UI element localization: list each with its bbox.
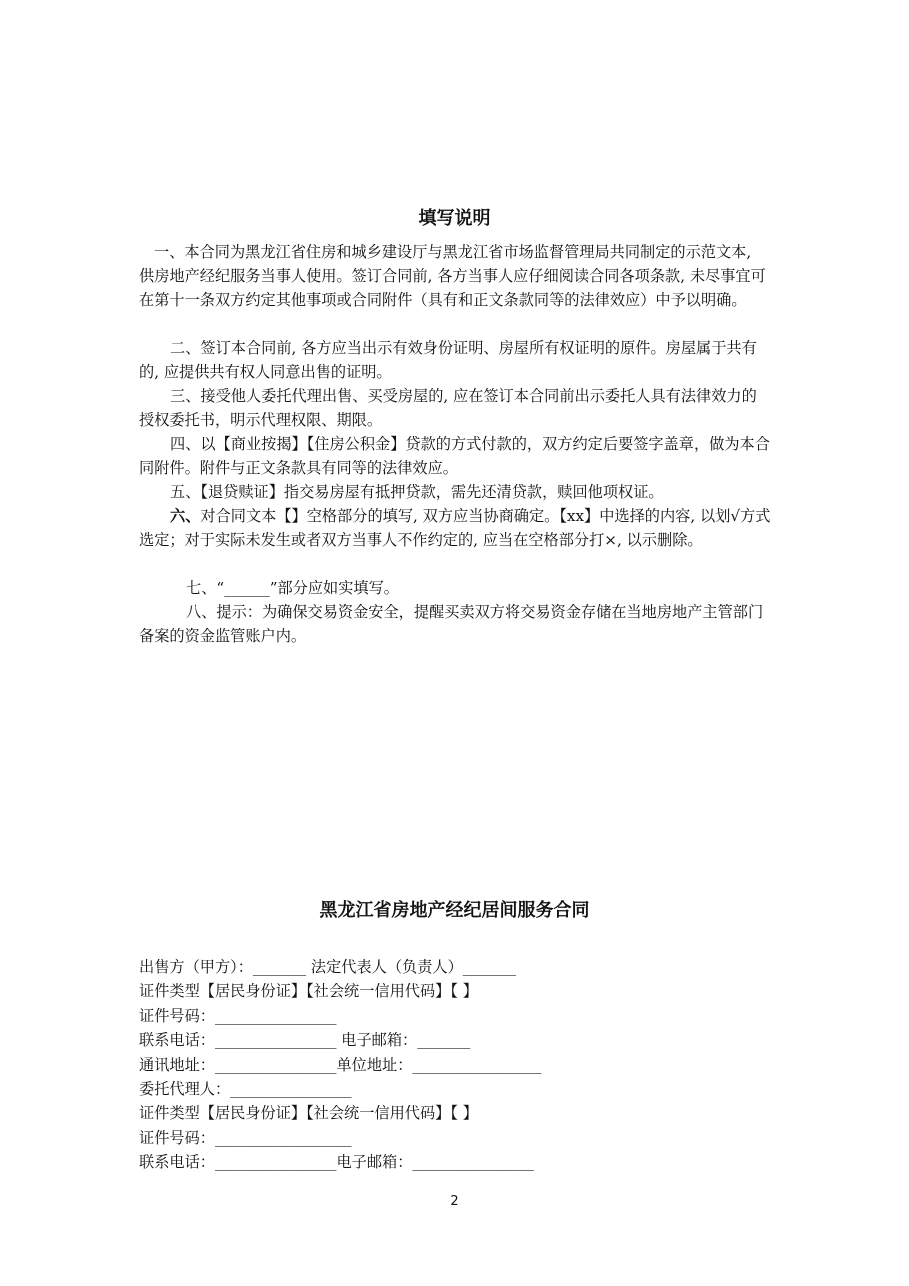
instruction-item-1: 一、本合同为黑龙江省住房和城乡建设厅与黑龙江省市场监督管理局共同制定的示范文本, 供房地产经纪服务当事人使用。签订合同前, 各方当事人应仔细阅读合同各项条款, 未尽事宜可在第十一条双方约定其他事项或合同附件（具有和正文条款同等的法律效应）中予以明确。 <box>139 243 766 309</box>
id-number-line: 证件号码：________________ <box>139 1006 337 1025</box>
agent-phone-email-line: 联系电话：________________电子邮箱：________________ <box>139 1153 534 1172</box>
instruction-item-6-number: 六、 <box>170 507 201 525</box>
instruction-item-4: 四、以【商业按揭】【住房公积金】贷款的方式付款的，双方约定后要签字盖章，做为本合同附件。附件与正文条款具有同等的法律效应。 <box>139 435 770 477</box>
instructions-title: 填写说明 <box>418 208 491 229</box>
instruction-item-2: 二、签订本合同前, 各方应当出示有效身份证明、房屋所有权证明的原件。房屋属于共有的, 应提供共有权人同意出售的证明。 <box>139 339 757 381</box>
instruction-item-6 <box>139 504 771 552</box>
instruction-item-5: 五、【退贷赎证】指交易房屋有抵押贷款，需先还清贷款，赎回他项权证。 <box>170 483 664 501</box>
instruction-item-7: 七、“______”部分应如实填写。 <box>186 579 399 597</box>
agent-id-number-line: 证件号码：__________________ <box>139 1128 352 1147</box>
id-type-line: 证件类型【居民身份证】【社会统一信用代码】【 】 <box>139 982 478 1001</box>
instruction-item-3: 三、接受他人委托代理出售、买受房屋的, 应在签订本合同前出示委托人具有法律效力的授权委托书，明示代理权限、期限。 <box>139 387 757 429</box>
contract-title: 黑龙江省房地产经纪居间服务合同 <box>319 900 590 921</box>
page-number: 2 <box>450 1194 459 1209</box>
agent-line: 委托代理人：________________ <box>139 1080 352 1099</box>
instruction-item-8: 八、提示：为确保交易资金安全，提醒买卖双方将交易资金存储在当地房地产主管部门备案的资金监管账户内。 <box>139 603 764 645</box>
party-info-form <box>139 955 779 1175</box>
phone-email-line: 联系电话：________________ 电子邮箱：_______ <box>139 1031 471 1050</box>
seller-line: 出售方（甲方）：_______ 法定代表人（负责人）_______ <box>139 958 516 976</box>
address-line: 通讯地址：________________单位地址：_________________ <box>139 1055 542 1074</box>
agent-id-type-line: 证件类型【居民身份证】【社会统一信用代码】【 】 <box>139 1104 478 1123</box>
instruction-item-6-text: 对合同文本【】空格部分的填写, 双方应当协商确定。【xx】中选择的内容, 以划√方式选定；对于实际未发生或者双方当事人不作约定的, 应当在空格部分打×, 以示删除。 <box>139 507 771 549</box>
